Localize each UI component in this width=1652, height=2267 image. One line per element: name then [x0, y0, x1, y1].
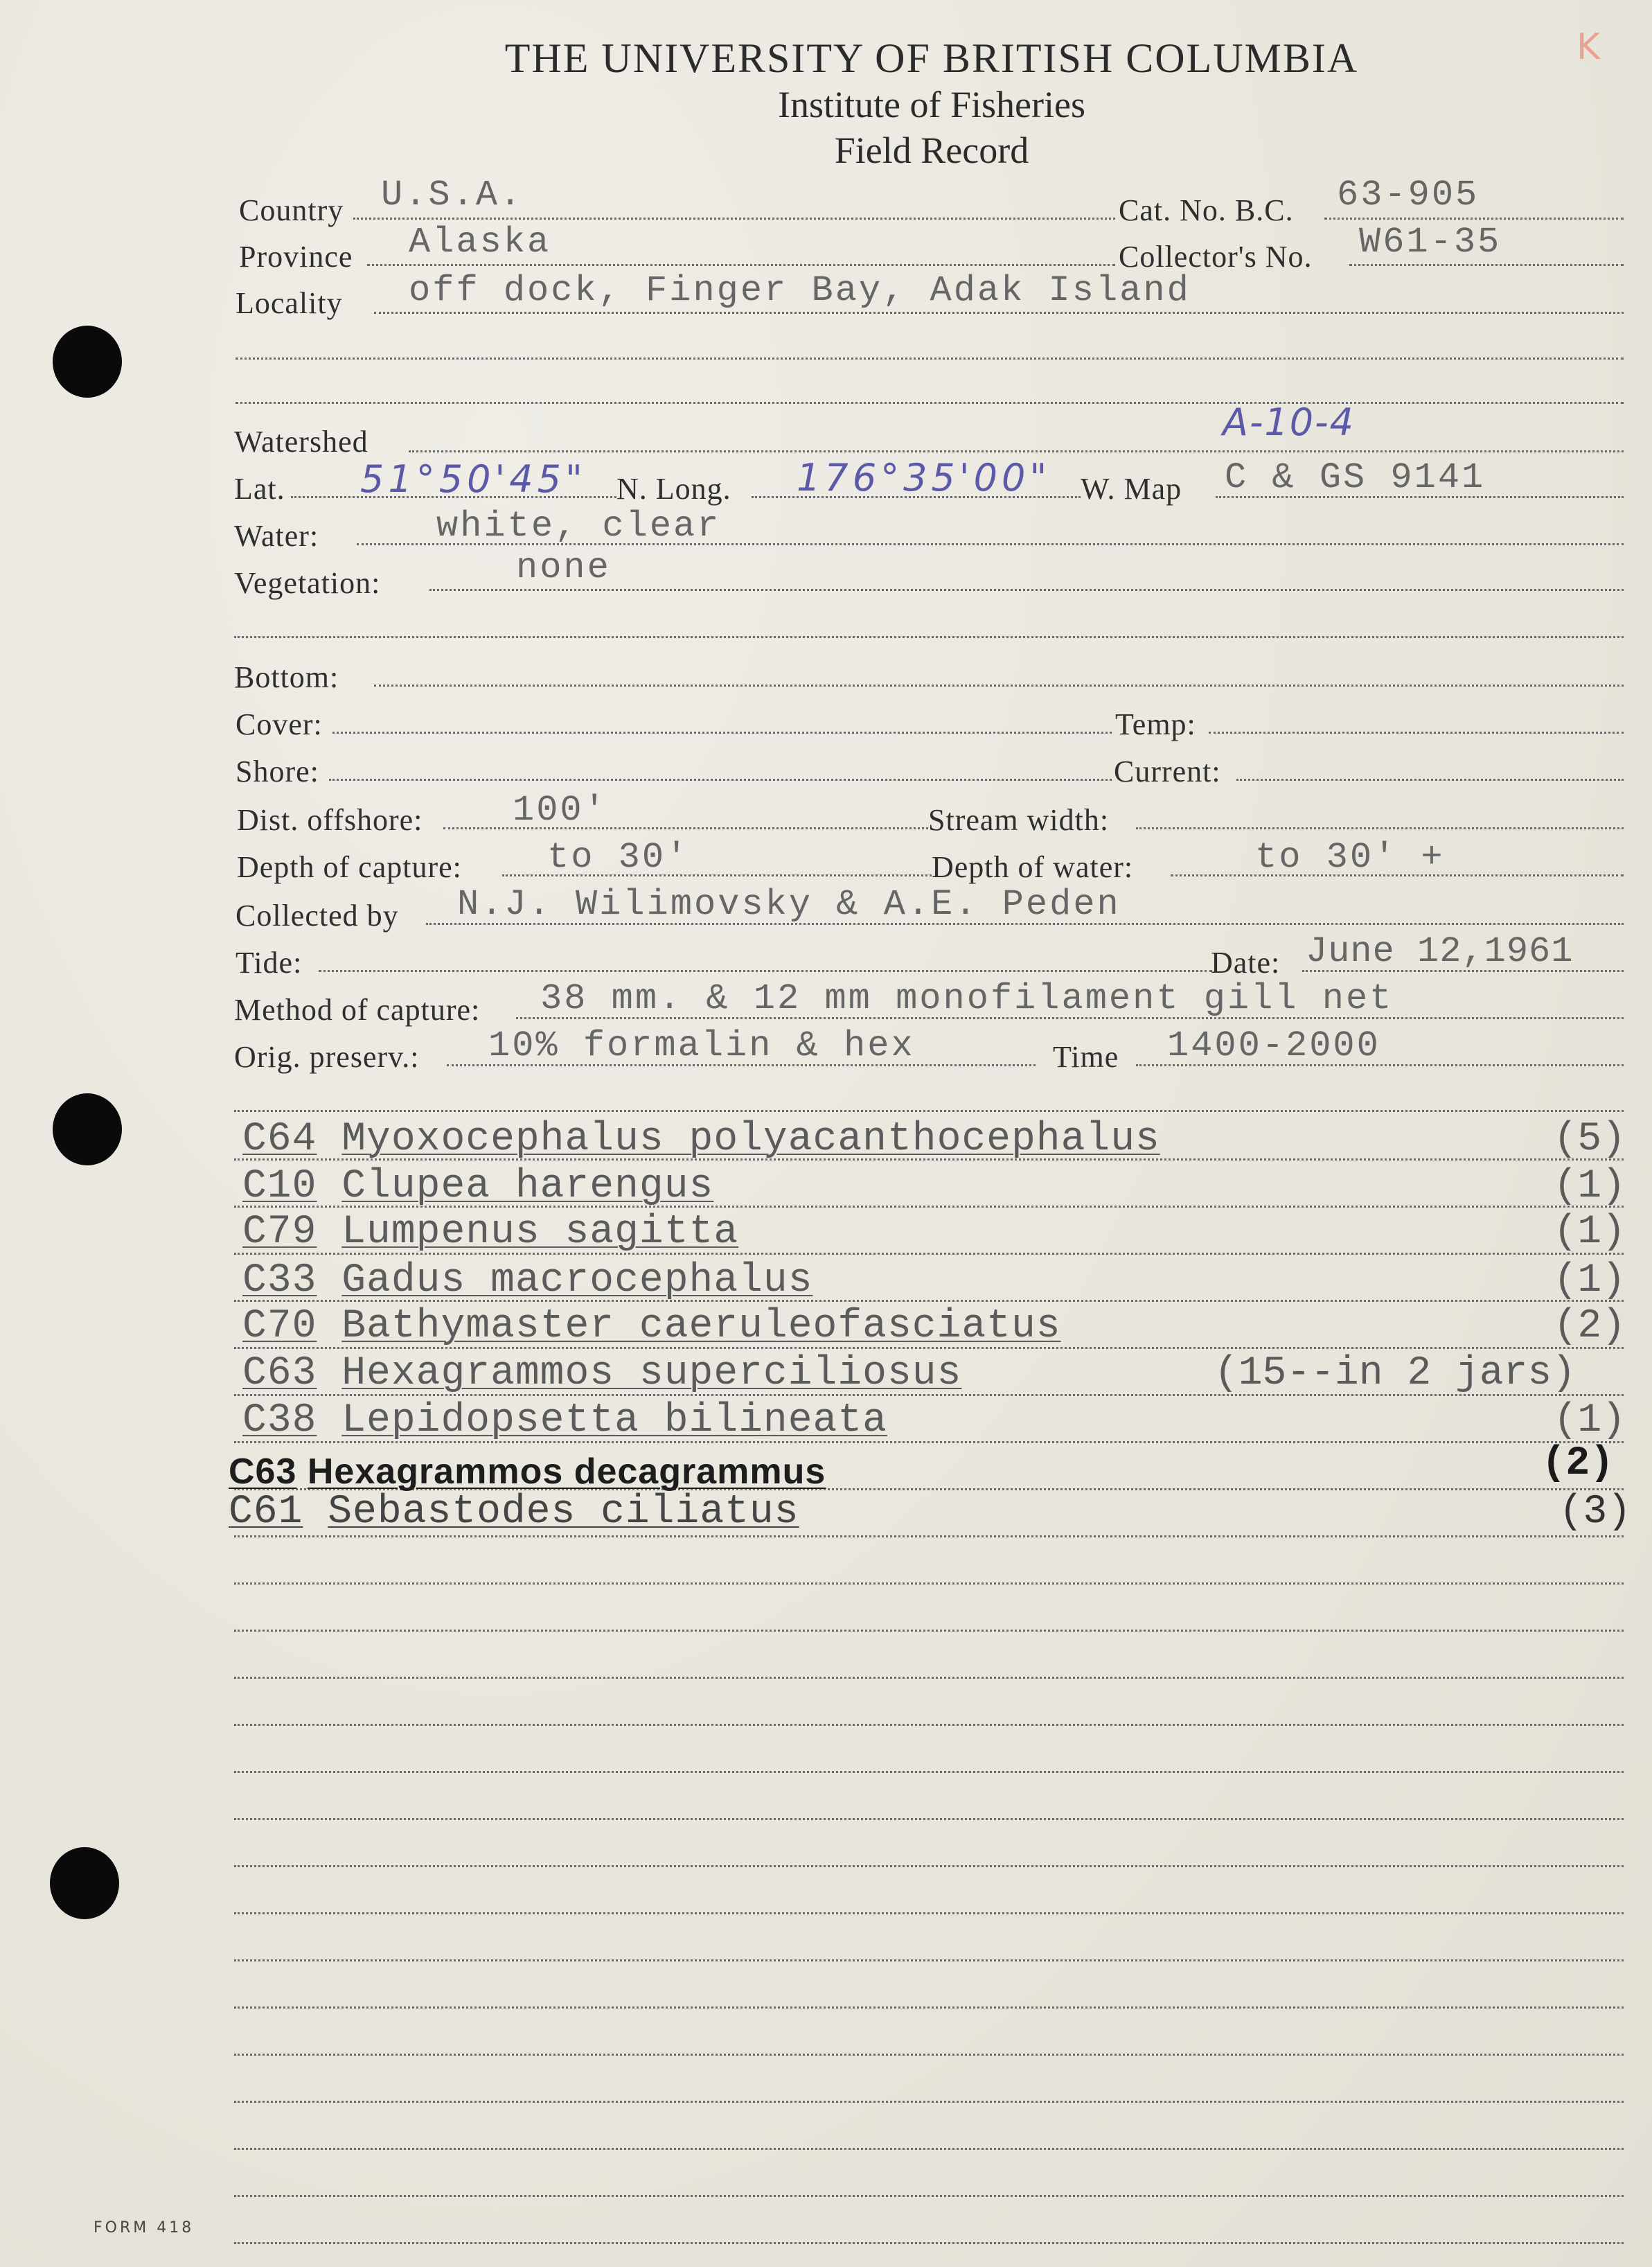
species-entry [229, 1490, 799, 1535]
bottom-label: Bottom: [234, 660, 339, 694]
country-line [353, 218, 1115, 220]
time-label: Time [1053, 1040, 1119, 1074]
species-code: C64 [242, 1117, 317, 1162]
ruled-line [234, 1535, 1624, 1537]
species-entry [242, 1398, 887, 1443]
country-value: U.S.A. [381, 175, 524, 215]
ruled-line [234, 1959, 1624, 1961]
lat-label: Lat. [234, 472, 285, 506]
collected-by-label: Collected by [236, 899, 399, 933]
ruled-line [234, 1771, 1624, 1773]
vegetation-line [429, 589, 1624, 591]
current-label: Current: [1114, 755, 1221, 788]
locality-line-2 [236, 358, 1624, 360]
temp-label: Temp: [1115, 707, 1196, 741]
species-name: Hexagrammos decagrammus [307, 1452, 826, 1492]
water-label: Water: [234, 519, 319, 553]
cover-label: Cover: [236, 707, 323, 741]
current-line [1236, 779, 1624, 781]
species-name: Myoxocephalus polyacanthocephalus [341, 1117, 1160, 1162]
punch-hole-middle [53, 1093, 122, 1165]
species-entry [242, 1117, 1160, 1162]
n-long-label: N. Long. [616, 472, 731, 506]
species-entry [242, 1258, 813, 1303]
lat-value: 51°50'45" [360, 457, 587, 501]
locality-line-3 [236, 402, 1624, 404]
province-line [367, 264, 1115, 266]
province-value: Alaska [409, 222, 551, 263]
map-value: C & GS 9141 [1225, 457, 1486, 498]
w-map-label: W. Map [1081, 472, 1182, 506]
ruled-line [234, 1912, 1624, 1914]
species-code: C63 [242, 1351, 317, 1396]
ruled-line [234, 1677, 1624, 1679]
ruled-line [234, 1582, 1624, 1585]
method-value: 38 mm. & 12 mm monofilament gill net [540, 978, 1394, 1019]
collector-no-line [1349, 264, 1624, 266]
preserv-label: Orig. preserv.: [234, 1040, 420, 1074]
cat-no-label: Cat. No. B.C. [1119, 193, 1294, 227]
species-count: (5) [1553, 1117, 1626, 1162]
record-title: Field Record [834, 130, 1029, 171]
vegetation-value: none [516, 547, 611, 588]
dist-offshore-value: 100' [513, 790, 607, 831]
ruled-line [234, 1724, 1624, 1726]
punch-hole-top [53, 326, 122, 398]
province-label: Province [239, 240, 353, 274]
stream-width-line [1136, 827, 1624, 829]
depth-capture-value: to 30' [547, 837, 690, 878]
shore-label: Shore: [236, 755, 319, 788]
species-entry [242, 1164, 713, 1209]
watershed-label: Watershed [234, 425, 368, 459]
species-count: (2) [1541, 1441, 1614, 1486]
species-count: (1) [1553, 1398, 1626, 1443]
collector-no-label: Collector's No. [1119, 240, 1313, 274]
species-name: Lumpenus sagitta [341, 1210, 739, 1255]
species-name: Clupea harengus [341, 1164, 714, 1209]
tide-line [319, 970, 1212, 972]
species-count: (1) [1553, 1210, 1626, 1255]
species-code: C38 [242, 1398, 317, 1443]
depth-capture-label: Depth of capture: [237, 850, 462, 884]
tide-label: Tide: [236, 946, 303, 980]
species-count: (15--in 2 jars) [1214, 1351, 1576, 1396]
species-code: C63 [229, 1452, 297, 1492]
vegetation-label: Vegetation: [234, 566, 381, 600]
ruled-line [234, 1110, 1624, 1112]
long-value: 176°35'00" [797, 456, 1051, 500]
ruled-line [234, 2006, 1624, 2009]
ruled-line [234, 2054, 1624, 2056]
form-number: FORM 418 [94, 2219, 195, 2237]
punch-hole-bottom [50, 1847, 119, 1919]
species-entry [242, 1304, 1061, 1349]
institute-title: Institute of Fisheries [778, 84, 1085, 125]
method-label: Method of capture: [234, 993, 481, 1027]
bottom-line [374, 685, 1624, 687]
species-name: Lepidopsetta bilineata [341, 1398, 887, 1443]
corner-mark: K [1576, 26, 1601, 68]
collected-by-value: N.J. Wilimovsky & A.E. Peden [457, 884, 1121, 925]
species-code: C33 [242, 1258, 317, 1303]
depth-water-label: Depth of water: [932, 850, 1134, 884]
species-name: Hexagrammos superciliosus [341, 1351, 962, 1396]
species-code: C70 [242, 1304, 317, 1349]
ruled-line [234, 2101, 1624, 2103]
species-name: Gadus macrocephalus [341, 1258, 813, 1303]
ruled-line [234, 2195, 1624, 2197]
species-count: (1) [1553, 1164, 1626, 1209]
shore-line [329, 779, 1112, 781]
ruled-line [234, 1818, 1624, 1820]
university-title: THE UNIVERSITY OF BRITISH COLUMBIA [504, 35, 1359, 81]
ruled-line [234, 1630, 1624, 1632]
cover-line [332, 732, 1112, 734]
species-count: (1) [1553, 1258, 1626, 1303]
date-value: June 12,1961 [1306, 931, 1574, 972]
date-label: Date: [1211, 946, 1281, 980]
ruled-line [234, 2148, 1624, 2150]
species-entry [242, 1210, 738, 1255]
locality-value: off dock, Finger Bay, Adak Island [409, 270, 1191, 311]
locality-line [374, 312, 1624, 314]
species-entry [242, 1351, 961, 1396]
species-count: (2) [1553, 1304, 1626, 1349]
depth-water-value: to 30' + [1255, 837, 1445, 878]
water-value: white, clear [436, 506, 721, 547]
watershed-line [409, 450, 1624, 452]
ruled-line [234, 1865, 1624, 1867]
preserv-value: 10% formalin & hex [488, 1025, 915, 1066]
dist-offshore-label: Dist. offshore: [237, 803, 423, 837]
species-entry [229, 1451, 826, 1492]
stream-width-label: Stream width: [928, 803, 1110, 837]
locality-label: Locality [236, 286, 343, 320]
species-code: C10 [242, 1164, 317, 1209]
temp-line [1209, 732, 1624, 734]
ruled-line [234, 2242, 1624, 2244]
country-label: Country [239, 193, 344, 227]
cat-no-line [1324, 218, 1624, 220]
species-name: Bathymaster caeruleofasciatus [341, 1304, 1061, 1349]
time-value: 1400-2000 [1167, 1025, 1380, 1066]
species-code: C79 [242, 1210, 317, 1255]
watershed-note: A-10-4 [1223, 400, 1355, 444]
species-name: Sebastodes ciliatus [328, 1490, 799, 1535]
species-code: C61 [229, 1490, 303, 1535]
vegetation-line-2 [234, 636, 1624, 638]
species-count: (3) [1558, 1490, 1631, 1535]
cat-no-value: 63-905 [1337, 175, 1480, 215]
collector-no-value: W61-35 [1359, 222, 1502, 263]
